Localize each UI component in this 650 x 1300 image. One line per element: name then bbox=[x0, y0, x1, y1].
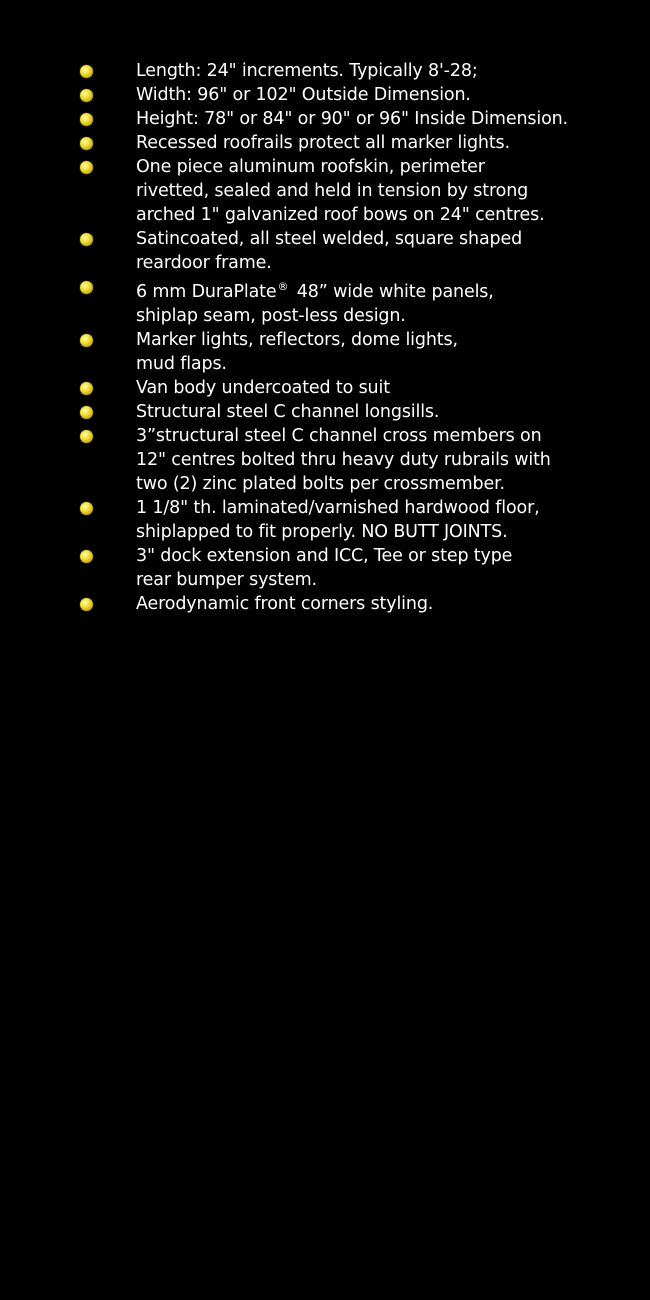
spec-line: rivetted, sealed and held in tension by strong bbox=[136, 181, 529, 201]
spec-line: arched 1" galvanized roof bows on 24" centres. bbox=[136, 205, 545, 225]
spec-item-longsills bbox=[0, 400, 650, 424]
spec-line bbox=[136, 275, 646, 304]
spec-text: 48” wide white panels, bbox=[291, 282, 494, 302]
yellow-bullet-icon bbox=[80, 406, 93, 419]
spec-line: 12" centres bolted thru heavy duty rubrails with bbox=[136, 450, 551, 470]
yellow-bullet-icon bbox=[80, 65, 93, 78]
spec-text: 6 mm DuraPlate bbox=[136, 282, 277, 302]
yellow-bullet-icon bbox=[80, 113, 93, 126]
spec-line: Van body undercoated to suit bbox=[136, 378, 390, 398]
yellow-bullet-icon bbox=[80, 89, 93, 102]
spec-line: Aerodynamic front corners styling. bbox=[136, 594, 434, 614]
spec-item-height bbox=[0, 107, 650, 131]
yellow-bullet-icon bbox=[80, 550, 93, 563]
spec-line: 3" dock extension and ICC, Tee or step type bbox=[136, 546, 513, 566]
spec-line: One piece aluminum roofskin, perimeter bbox=[136, 157, 485, 177]
spec-item-crossmembers bbox=[0, 424, 650, 496]
spec-line: Satincoated, all steel welded, square shaped bbox=[136, 229, 523, 249]
spec-item-bumper bbox=[0, 544, 650, 592]
spec-item-front-corners bbox=[0, 592, 650, 616]
yellow-bullet-icon bbox=[80, 161, 93, 174]
spec-line: Marker lights, reflectors, dome lights, bbox=[136, 330, 458, 350]
spec-line: Structural steel C channel longsills. bbox=[136, 402, 440, 422]
spec-line: 3”structural steel C channel cross members on bbox=[136, 426, 542, 446]
yellow-bullet-icon bbox=[80, 137, 93, 150]
spec-item-lights bbox=[0, 328, 650, 376]
spec-line: reardoor frame. bbox=[136, 253, 272, 273]
spec-item-roofskin bbox=[0, 155, 650, 227]
yellow-bullet-icon bbox=[80, 382, 93, 395]
spec-line: mud flaps. bbox=[136, 354, 227, 374]
spec-line: rear bumper system. bbox=[136, 570, 317, 590]
spec-item-panels bbox=[0, 275, 650, 328]
spec-line: Length: 24" increments. Typically 8'-28; bbox=[136, 61, 478, 81]
spec-line: Width: 96" or 102" Outside Dimension. bbox=[136, 85, 471, 105]
spec-line: Recessed roofrails protect all marker lights. bbox=[136, 133, 510, 153]
yellow-bullet-icon bbox=[80, 334, 93, 347]
spec-item-roofrails bbox=[0, 131, 650, 155]
spec-line: Height: 78" or 84" or 90" or 96" Inside Dimension. bbox=[136, 109, 568, 129]
spec-line: 1 1/8" th. laminated/varnished hardwood floor, bbox=[136, 498, 540, 518]
yellow-bullet-icon bbox=[80, 430, 93, 443]
spec-line: two (2) zinc plated bolts per crossmember. bbox=[136, 474, 505, 494]
yellow-bullet-icon bbox=[80, 502, 93, 515]
spec-item-width bbox=[0, 83, 650, 107]
spec-list bbox=[0, 59, 650, 616]
spec-item-length bbox=[0, 59, 650, 83]
spec-item-undercoat bbox=[0, 376, 650, 400]
registered-mark: ® bbox=[277, 280, 289, 293]
yellow-bullet-icon bbox=[80, 598, 93, 611]
spec-line: shiplapped to fit properly. NO BUTT JOINTS. bbox=[136, 522, 508, 542]
spec-line: shiplap seam, post-less design. bbox=[136, 306, 406, 326]
spec-item-floor bbox=[0, 496, 650, 544]
yellow-bullet-icon bbox=[80, 281, 93, 294]
spec-item-reardoor-frame bbox=[0, 227, 650, 275]
yellow-bullet-icon bbox=[80, 233, 93, 246]
